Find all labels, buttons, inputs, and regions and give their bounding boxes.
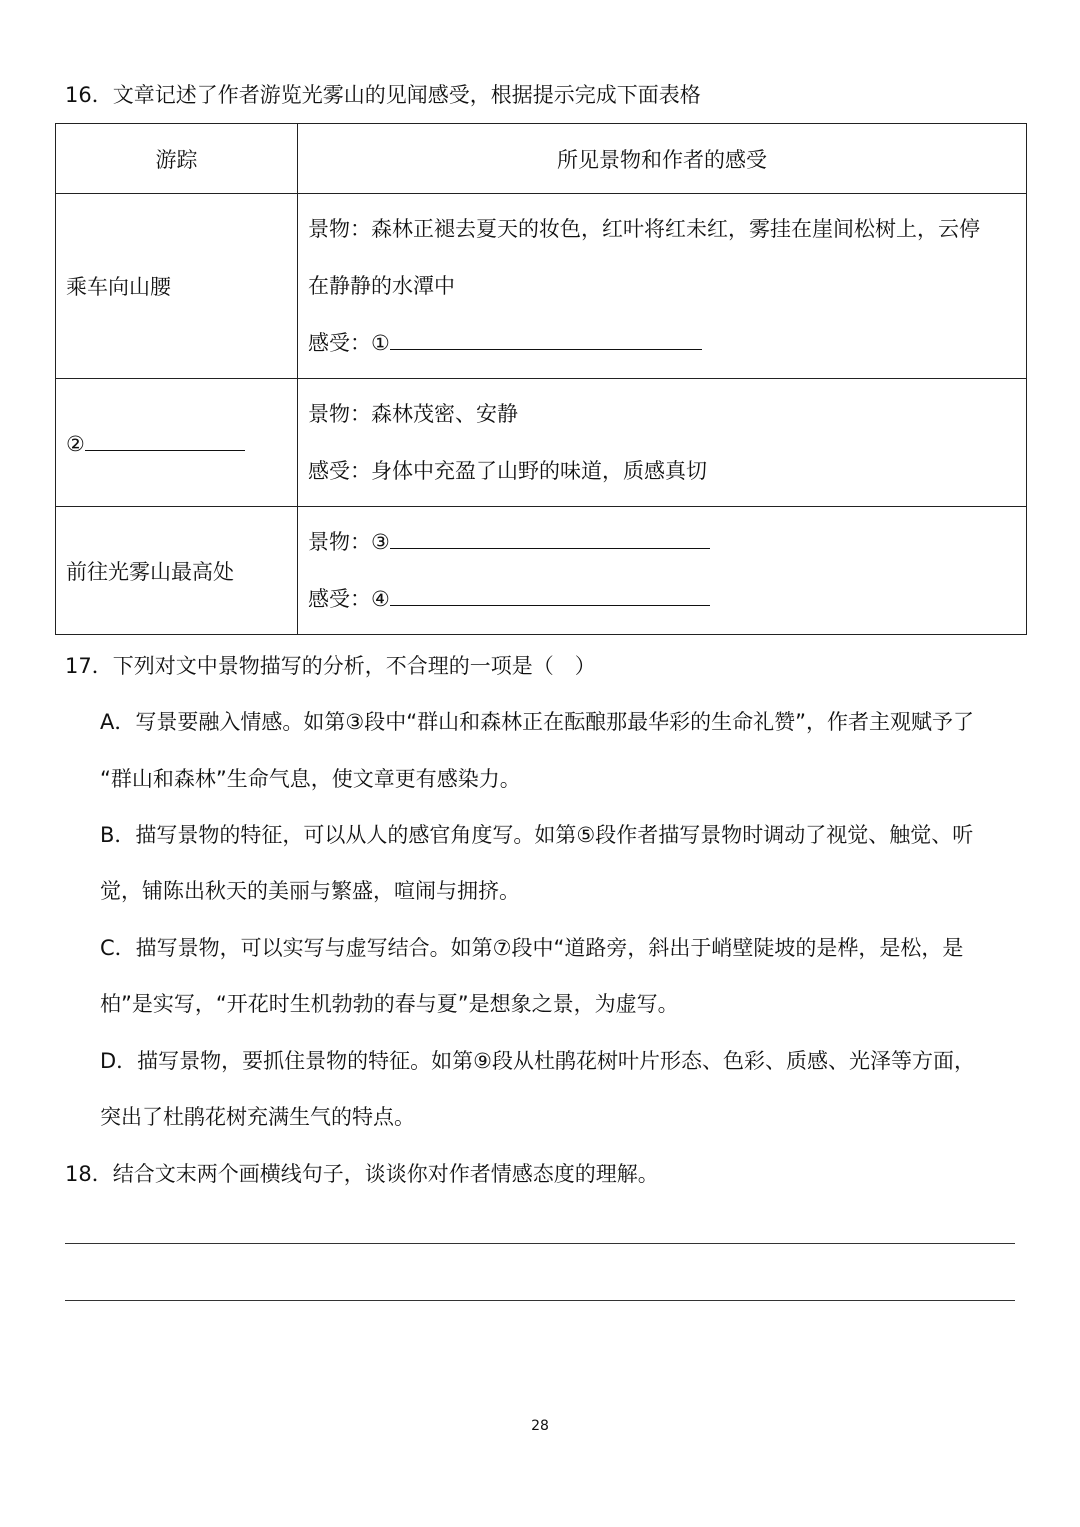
header-scenery-feeling: 所见景物和作者的感受 (298, 124, 1027, 194)
question-18-title: 18．结合文末两个画横线句子，谈谈你对作者情感态度的理解。 (65, 1162, 659, 1186)
option-d[interactable]: D．描写景物，要抓住景物的特征。如第⑨段从杜鹃花树叶片形态、色彩、质感、光泽等方面， (100, 1049, 975, 1073)
option-b[interactable]: B．描写景物的特征，可以从人的感官角度写。如第⑤段作者描写景物时调动了视觉、触觉、听 (100, 823, 974, 847)
answer-line-2[interactable] (65, 1300, 1015, 1301)
table-row (56, 507, 1027, 635)
blank-3[interactable] (390, 528, 710, 549)
header-itinerary: 游踪 (56, 124, 298, 194)
question-17-title: 17．下列对文中景物描写的分析，不合理的一项是（ ） (65, 654, 596, 678)
scenery-line: 景物：森林正褪去夏天的妆色，红叶将红未红，雾挂在崖间松树上，云停 (308, 216, 980, 241)
answer-table (55, 123, 1027, 635)
itinerary-cell (56, 379, 298, 507)
scenery-line: 在静静的水潭中 (308, 273, 455, 298)
blank-4[interactable] (390, 585, 710, 606)
question-16-title: 16．文章记述了作者游览光雾山的见闻感受，根据提示完成下面表格 (65, 83, 701, 107)
itinerary-cell: 前往光雾山最高处 (56, 507, 298, 635)
scenery-line: 景物：森林茂密、安静 (308, 401, 518, 426)
table-row (56, 379, 1027, 507)
feeling-label: 感受：① (308, 330, 390, 355)
feeling-line (308, 315, 1016, 372)
table-row (56, 194, 1027, 379)
page-number: 28 (531, 1418, 549, 1434)
scenery-line (308, 514, 1016, 571)
option-a[interactable]: A．写景要融入情感。如第③段中“群山和森林正在酝酿那最华彩的生命礼赞”，作者主观赋予了 (100, 710, 974, 734)
scenery-cell (298, 507, 1027, 635)
scenery-label: 景物：③ (308, 529, 390, 554)
feeling-label: 感受：④ (308, 586, 390, 611)
option-c-cont: 柏”是实写，“开花时生机勃勃的春与夏”是想象之景，为虚写。 (100, 992, 679, 1016)
feeling-line (308, 571, 1016, 628)
option-c[interactable]: C．描写景物，可以实写与虚写结合。如第⑦段中“道路旁，斜出于峭壁陡坡的是桦，是松，是 (100, 936, 964, 960)
option-d-cont: 突出了杜鹃花树充满生气的特点。 (100, 1105, 415, 1129)
blank-1[interactable] (390, 329, 702, 350)
itinerary-cell: 乘车向山腰 (56, 194, 298, 379)
scenery-cell (298, 379, 1027, 507)
blank-2[interactable] (85, 430, 245, 451)
feeling-line: 感受：身体中充盈了山野的味道，质感真切 (308, 458, 707, 483)
blank-2-label: ② (66, 431, 85, 456)
table-header-row (56, 124, 1027, 194)
option-a-cont: “群山和森林”生命气息，使文章更有感染力。 (100, 767, 521, 791)
answer-line-1[interactable] (65, 1243, 1015, 1244)
option-b-cont: 觉，铺陈出秋天的美丽与繁盛，喧闹与拥挤。 (100, 879, 520, 903)
scenery-cell (298, 194, 1027, 379)
